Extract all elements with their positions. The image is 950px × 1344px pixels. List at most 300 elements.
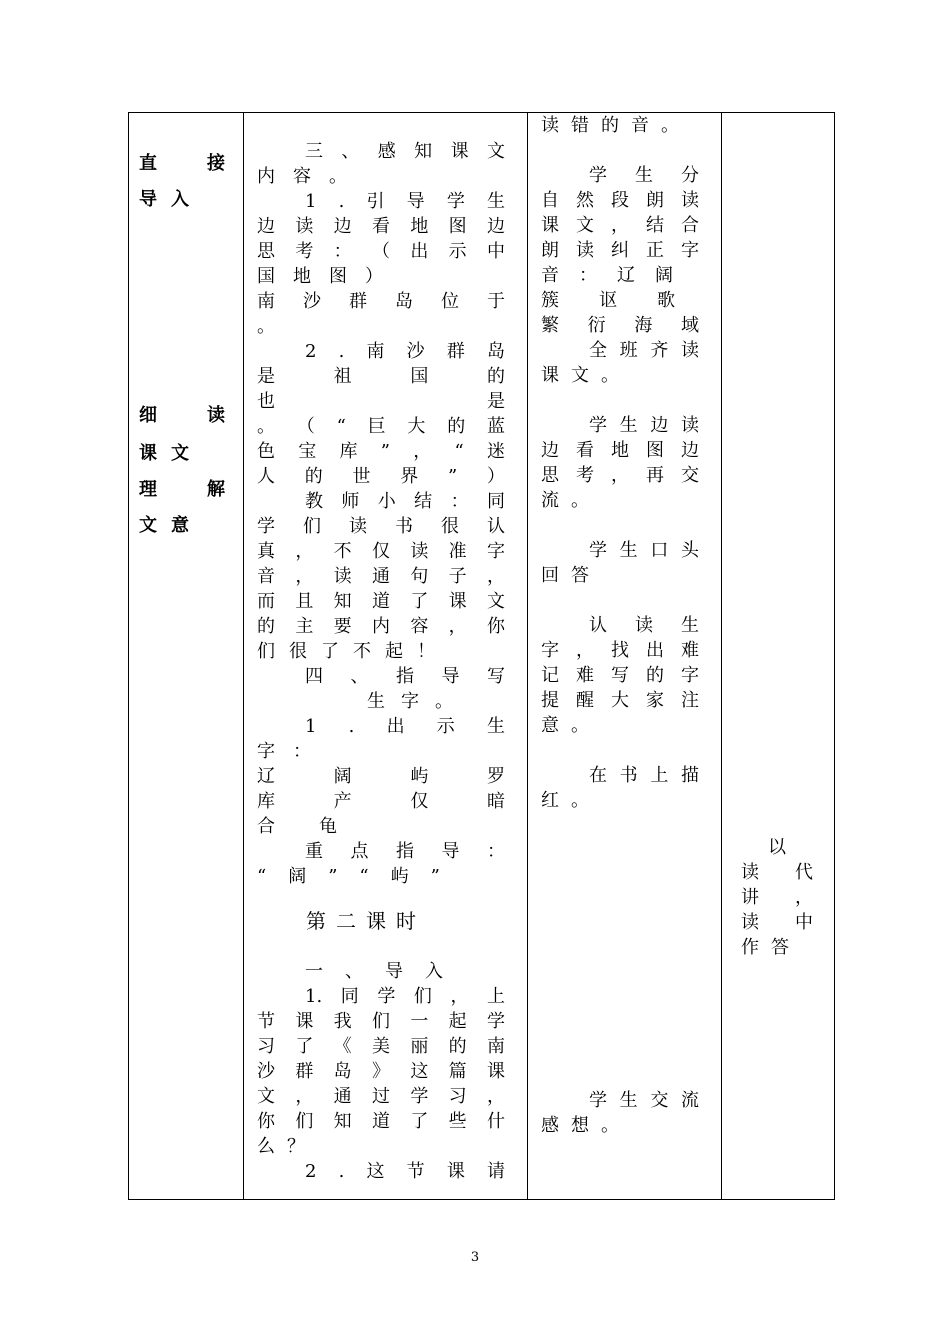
text-line [139,151,225,176]
text-char: 段 [611,190,629,211]
text-line [541,338,699,363]
text-char: 边 [486,216,505,237]
text-char: ， [486,1086,505,1107]
text-char: 结 [414,491,433,512]
text-char: 世 [352,466,371,487]
text-line [257,984,505,1009]
text-line [541,1113,699,1138]
text-char: 什 [486,1111,505,1132]
text-char: 想 [571,1115,589,1136]
text-char: 字 [486,541,505,562]
text-char: 巨 [367,416,386,437]
text-char: 沙 [257,1061,275,1082]
text-char: 地 [293,266,311,287]
text-char: 课 [486,1061,505,1082]
text-char: 沙 [303,291,321,312]
text-char: 请 [486,1161,505,1182]
text-char: 上 [650,765,669,786]
text-char: 衍 [587,315,606,336]
text-char: 句 [410,566,429,587]
text-char: 篇 [448,1061,467,1082]
text-char: 的 [447,416,466,437]
text-char: 字 [681,665,699,686]
text-line [257,139,505,164]
text-char: 同 [340,986,359,1007]
text-char: 细 [139,405,157,426]
text-char: 、 [350,666,369,687]
text-char: 读 [681,190,699,211]
text-char: 全 [589,340,607,361]
text-char: ， [450,986,469,1007]
text-char: 边 [541,440,559,461]
text-char: 学 [257,516,275,537]
text-char: 阔 [333,766,352,787]
text-line [257,364,505,389]
text-char: “ [359,866,369,887]
text-char: 回 [541,565,559,586]
text-char: 字 [401,691,419,712]
text-char: 知 [414,141,433,162]
text-char: 的 [486,366,505,387]
text-char: ” [430,866,440,887]
column-divider [721,113,722,1199]
text-char: ， [295,566,314,587]
text-char: 家 [646,690,664,711]
text-char: 习 [257,1036,275,1057]
text-char: 中 [486,241,505,262]
text-char: ， [486,566,505,587]
text-char: 内 [371,616,390,637]
text-char: 生 [635,165,653,186]
text-line [257,539,505,564]
text-char: 分 [681,165,699,186]
text-char: 国 [257,266,275,287]
text-char: 沙 [406,341,425,362]
text-char: 要 [333,616,352,637]
text-char: ） [486,466,505,487]
text-char: . [338,341,345,362]
text-char: 地 [410,216,429,237]
text-line [257,959,505,984]
text-char: 导 [441,666,460,687]
text-char: 通 [333,1086,352,1107]
text-char: 2 [305,1161,317,1182]
text-char: 解 [207,479,225,500]
text-line [257,439,505,464]
text-char: 。 [257,316,275,337]
text-char: 音 [541,265,559,286]
lesson-title: 第二课时 [306,909,426,933]
text-char: 起 [385,641,403,662]
text-char: 读 [295,216,314,237]
text-char: 图 [329,266,347,287]
text-line [139,187,225,212]
text-char: 南 [366,341,385,362]
text-char: 。 [661,115,679,136]
text-char: 文 [576,215,594,236]
text-char: 也 [257,391,275,412]
text-char: 而 [257,591,275,612]
text-char: 讲 [741,887,759,908]
text-line [257,1009,505,1034]
text-char: 思 [257,241,275,262]
text-char: 群 [349,291,367,312]
text-char: 于 [487,291,505,312]
text-char: 读 [541,115,559,136]
text-char: 阔 [288,866,307,887]
text-char: 们 [295,1111,314,1132]
text-char: 图 [448,216,467,237]
text-char: 课 [541,365,559,386]
text-char: 。 [257,416,275,437]
text-char: 1 [305,716,317,737]
text-char: 朗 [541,240,559,261]
text-line [541,763,699,788]
text-char: 交 [650,1090,669,1111]
text-char: 答 [771,937,789,958]
text-char: 生 [487,716,505,737]
text-char: ， [295,1086,314,1107]
text-char: . [338,191,345,212]
text-char: ， [795,887,813,908]
text-char: 读 [635,615,653,636]
text-char: 南 [486,1036,505,1057]
text-char: 生 [619,415,638,436]
text-char: 内 [257,166,275,187]
text-line [257,739,505,764]
text-char: 知 [333,591,352,612]
text-line [541,638,699,663]
text-char: 学 [486,1011,505,1032]
text-char: 、 [341,141,360,162]
text-line [741,860,813,885]
text-char: 起 [448,1011,467,1032]
text-char: 入 [425,961,443,982]
text-char: ， [448,616,467,637]
text-char: 节 [406,1161,425,1182]
text-char: 容 [410,616,429,637]
text-char: 岛 [333,1061,352,1082]
text-line [257,639,435,664]
text-char: 红 [541,790,559,811]
text-char: 感 [541,1115,559,1136]
text-char: 主 [295,616,314,637]
text-char: 班 [619,340,638,361]
text-char: 、 [345,961,363,982]
lesson-plan-table [128,112,835,1200]
text-char: 岛 [486,341,505,362]
text-char: 字 [541,640,559,661]
text-char: 仅 [410,791,429,812]
text-line [257,189,505,214]
text-char: ” [380,441,390,462]
text-char: 书 [619,765,638,786]
text-char: 们 [257,641,275,662]
text-char: 文 [571,365,589,386]
text-line [257,514,505,539]
text-char: 边 [650,415,669,436]
text-line [541,413,699,438]
text-line [541,688,699,713]
text-char: 的 [448,1036,467,1057]
text-char: 《 [333,1036,352,1057]
text-char: 么 [257,1136,275,1157]
text-line [257,239,505,264]
text-char: 的 [257,616,275,637]
text-char: 考 [576,465,594,486]
text-char: 大 [407,416,426,437]
text-char: ： [579,265,597,286]
text-char: 口 [650,540,669,561]
text-char: 域 [680,315,699,336]
text-char: 纠 [611,240,629,261]
text-char: 这 [366,1161,385,1182]
text-char: 边 [333,216,352,237]
text-char: 生 [367,691,385,712]
text-line [257,839,505,864]
text-char: 了 [410,591,429,612]
text-char: 课 [295,1011,314,1032]
text-char: ， [611,215,629,236]
text-char: 流 [541,490,559,511]
text-line [541,288,699,313]
text-char: 生 [486,191,505,212]
text-char: 课 [139,443,157,464]
text-char: 读 [576,240,594,261]
text-line [257,339,505,364]
text-char: . [338,1161,345,1182]
text-char: 自 [541,190,559,211]
column-divider [527,113,528,1199]
text-char: 合 [257,816,275,837]
text-char: 生 [681,615,699,636]
text-char: “ [257,866,267,887]
text-char: 书 [395,516,413,537]
text-char: 音 [631,115,649,136]
text-char: 地 [611,440,629,461]
text-line [741,935,813,960]
text-char: 道 [371,591,390,612]
text-char: 知 [333,1111,352,1132]
text-char: 出 [646,640,664,661]
text-char: 阔 [655,265,673,286]
text-line [257,789,505,814]
text-char: 色 [257,441,275,462]
text-char: 齐 [650,340,669,361]
text-char: ， [611,465,629,486]
text-char: 考 [295,241,314,262]
text-line [257,564,505,589]
text-char: ： [487,841,505,862]
text-char: 认 [487,516,505,537]
text-char: 真 [257,541,275,562]
text-char: 。 [435,691,453,712]
text-char: 看 [576,440,594,461]
text-line [257,389,505,414]
text-char: 歌 [657,290,675,311]
text-char: （ [371,241,390,262]
text-char: 的 [601,115,619,136]
text-line [541,363,699,388]
text-char: 产 [333,791,352,812]
text-char: 1 [305,191,317,212]
text-char: 同 [486,491,505,512]
text-char: 出 [410,241,429,262]
text-line [541,563,699,588]
text-char: 容 [293,166,311,187]
text-char: 意 [541,715,559,736]
text-char: 海 [634,315,653,336]
text-char: 指 [396,666,414,687]
text-char: 是 [487,391,505,412]
text-char: 图 [646,440,664,461]
text-line [257,1084,505,1109]
text-line [541,463,699,488]
text-char: 引 [366,191,385,212]
text-char: 过 [371,1086,390,1107]
text-line [541,213,699,238]
text-char: 作 [741,937,759,958]
text-char: 的 [304,466,323,487]
text-char: 祖 [333,366,352,387]
text-line [741,835,813,860]
text-char: 字 [257,741,275,762]
text-char: 的 [646,665,664,686]
text-char: 导 [441,841,460,862]
text-char: 文 [139,515,157,536]
text-char: 蓝 [486,416,505,437]
text-char: 课 [541,215,559,236]
text-char: 学 [589,1090,607,1111]
text-char: 读 [410,541,429,562]
text-char: 不 [333,541,352,562]
text-line [257,764,505,789]
text-char: ， [413,441,432,462]
text-char: 流 [680,1090,699,1111]
text-char: 群 [446,341,465,362]
text-char: 示 [448,241,467,262]
text-line [257,589,505,614]
text-char: 节 [257,1011,275,1032]
text-char: 看 [371,216,390,237]
text-line [257,864,505,889]
text-line [139,513,225,538]
text-char: ： [333,241,352,262]
text-char: ” [328,866,338,887]
text-line [541,613,699,638]
text-char: 读 [741,912,759,933]
text-char: 你 [257,1111,275,1132]
text-char: 通 [371,566,390,587]
text-line [257,289,505,314]
text-line [257,614,505,639]
text-line [741,910,813,935]
text-char: “ [336,416,346,437]
text-char: 指 [396,841,414,862]
text-char: ： [293,741,311,762]
text-char: ） [365,266,383,287]
text-line [741,885,813,910]
text-char: 了 [410,1111,429,1132]
text-char: 子 [448,566,467,587]
text-char: 导 [406,191,425,212]
text-line [257,814,505,839]
text-char: 繁 [541,315,559,336]
text-line [541,788,699,813]
text-char: 认 [589,615,607,636]
text-char: 读 [680,340,699,361]
text-line [257,689,505,714]
text-char: 一 [410,1011,429,1032]
text-char: 写 [611,665,629,686]
text-char: 中 [795,912,813,933]
text-char: 写 [487,666,505,687]
text-char: 岛 [395,291,413,312]
text-char: 朗 [646,190,664,211]
text-char: 音 [257,566,275,587]
text-char: 字 [681,240,699,261]
text-char: 以 [768,837,786,858]
text-char: 库 [339,441,358,462]
text-char: 一 [305,961,323,982]
text-char: 记 [541,665,559,686]
text-char: 课 [448,591,467,612]
text-char: 学 [589,540,607,561]
text-char: 边 [257,216,275,237]
text-char: 读 [741,862,759,883]
text-char: 了 [321,641,339,662]
text-line [257,714,505,739]
text-char: 合 [681,215,699,236]
text-char: 们 [303,516,321,537]
text-char: 人 [257,466,275,487]
text-char: 很 [441,516,459,537]
text-char: 这 [410,1061,429,1082]
text-char: 不 [353,641,371,662]
text-line [257,1134,505,1159]
text-char: 簇 [541,290,559,311]
text-char: 导 [385,961,403,982]
text-char: “ [454,441,464,462]
text-line [257,1159,505,1184]
text-char: 你 [486,616,505,637]
text-line [541,263,699,288]
text-char: （ [296,416,315,437]
text-char: 感 [377,141,396,162]
text-char: 读 [207,405,225,426]
text-char: 接 [207,153,225,174]
text-char: 生 [619,540,638,561]
text-char: 位 [441,291,459,312]
text-char: 重 [305,841,323,862]
text-char: 教 [305,491,323,512]
text-line [139,441,225,466]
text-char: 美 [371,1036,390,1057]
text-char: 文 [486,141,505,162]
text-char: 学 [446,191,465,212]
text-line [541,238,699,263]
text-char: 。 [571,715,589,736]
text-char: 罗 [486,766,505,787]
text-char: 习 [448,1086,467,1107]
text-line [541,488,699,513]
text-line [257,314,505,339]
text-char: 描 [680,765,699,786]
text-char: 库 [257,791,275,812]
text-line [257,1109,505,1134]
text-line [139,477,225,502]
text-line [541,663,699,688]
